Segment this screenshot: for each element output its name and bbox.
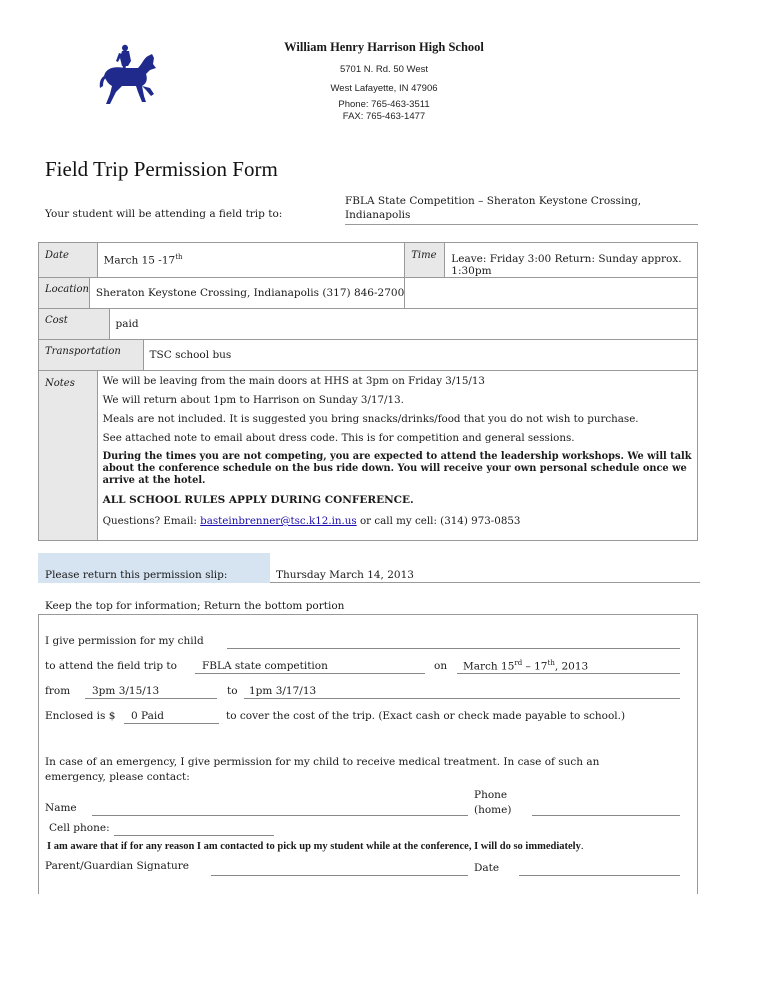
transportation-value[interactable]: TSC school bus <box>143 340 697 370</box>
name-label: Name <box>45 802 77 814</box>
to-value[interactable]: 1pm 3/17/13 <box>249 685 317 697</box>
home-phone-field[interactable] <box>532 815 680 816</box>
notes-line: We will be leaving from the main doors at HHS at 3pm on Friday 3/15/13 <box>102 375 485 387</box>
date-value-text: March 15 -17 <box>103 254 176 267</box>
phone-label-text: Phone <box>474 789 508 801</box>
time-label: Time <box>405 243 445 278</box>
trip-info-table <box>38 242 698 541</box>
trip-date-sup-a: rd <box>514 659 523 667</box>
enclosed-underline <box>124 723 219 724</box>
school-phone: Phone: 765-463-3511 <box>338 99 430 110</box>
child-name-field[interactable] <box>227 648 680 649</box>
trip-date-a: March 15 <box>463 660 515 673</box>
school-address-line2: West Lafayette, IN 47906 <box>330 83 438 94</box>
signature-label: Parent/Guardian Signature <box>45 860 189 872</box>
trip-date-underline <box>457 673 680 674</box>
from-value[interactable]: 3pm 3/15/13 <box>92 685 160 697</box>
time-value[interactable]: Leave: Friday 3:00 Return: Sunday approx. 1:30pm <box>445 243 698 278</box>
trip-date-value[interactable] <box>463 659 588 673</box>
signature-date-field[interactable] <box>519 875 680 876</box>
emergency-text: In case of an emergency, I give permission for my child to receive medical treatment. In case of such an emergency, please contact: <box>45 756 600 783</box>
enclosed-label: Enclosed is $ <box>45 710 116 722</box>
give-permission-label: I give permission for my child <box>45 635 204 647</box>
keep-top-instruction: Keep the top for information; Return the bottom portion <box>45 600 345 612</box>
date-label: Date <box>39 243 98 278</box>
attend-trip-label: to attend the field trip to <box>45 660 177 672</box>
notes-content <box>97 371 697 541</box>
trip-name-value[interactable]: FBLA state competition <box>202 660 328 672</box>
notes-label: Notes <box>39 371 98 541</box>
trip-date-sup-b: th <box>547 659 555 667</box>
enclosed-value[interactable]: 0 Paid <box>131 710 164 722</box>
from-underline <box>85 698 217 699</box>
trip-date-b: – 17 <box>522 660 548 673</box>
location-value[interactable]: Sheraton Keystone Crossing, Indianapolis (317) 846-2700 <box>89 278 404 308</box>
cell-phone-label: Cell phone: <box>49 822 110 834</box>
cover-cost-text: to cover the cost of the trip. (Exact cash or check made payable to school.) <box>226 710 626 722</box>
school-name: William Henry Harrison High School <box>284 40 484 54</box>
notes-rules-text: ALL SCHOOL RULES APPLY DURING CONFERENCE. <box>102 494 414 506</box>
notes-line: We will return about 1pm to Harrison on Sunday 3/17/13. <box>102 394 404 406</box>
pickup-awareness-text <box>47 841 583 852</box>
cost-label: Cost <box>39 309 109 339</box>
school-address-line1: 5701 N. Rd. 50 West <box>339 64 428 75</box>
notes-line: Meals are not included. It is suggested you bring snacks/drinks/food that you do not wish to purchase. <box>102 413 639 425</box>
date-value[interactable] <box>97 243 405 278</box>
date-value-sup: th <box>175 253 183 261</box>
trip-date-c: , 2013 <box>554 660 589 673</box>
from-label: from <box>45 685 71 697</box>
questions-prefix: Questions? Email: <box>102 515 197 527</box>
to-label: to <box>227 685 238 697</box>
signature-field[interactable] <box>211 875 468 876</box>
on-label: on <box>434 660 448 672</box>
form-title: Field Trip Permission Form <box>45 157 278 181</box>
attend-value[interactable]: FBLA State Competition – Sheraton Keystone Crossing, Indianapolis <box>345 194 698 225</box>
cost-value[interactable]: paid <box>109 309 697 339</box>
trip-name-underline <box>195 673 425 674</box>
attend-label: Your student will be attending a field trip to: <box>45 208 283 220</box>
location-label: Location <box>39 278 89 308</box>
school-fax: FAX: 765-463-1477 <box>342 111 426 122</box>
return-date[interactable]: Thursday March 14, 2013 <box>276 569 414 581</box>
notes-workshop-text: During the times you are not competing, you are expected to attend the leadership workshops. We will talk about the conference schedule on the bus ride down. You will receive your own personal schedule once we arrive at the hotel. <box>102 451 692 486</box>
contact-name-field[interactable] <box>92 815 468 816</box>
return-underline <box>270 582 700 583</box>
to-underline <box>244 698 680 699</box>
email-link[interactable]: basteinbrenner@tsc.k12.in.us <box>200 515 357 527</box>
home-label-text: (home) <box>474 804 512 816</box>
phone-label <box>474 788 511 818</box>
notes-questions <box>103 512 697 531</box>
transportation-label: Transportation <box>39 340 143 370</box>
questions-suffix: or call my cell: (314) 973-0853 <box>359 515 521 527</box>
cell-phone-field[interactable] <box>114 835 274 836</box>
pickup-awareness-period: . <box>580 841 584 852</box>
signature-date-label: Date <box>474 862 500 874</box>
permission-slip <box>38 614 698 894</box>
notes-line: See attached note to email about dress code. This is for competition and general sessions. <box>102 432 575 444</box>
pickup-awareness-bold: I am aware that if for any reason I am contacted to pick up my student while at the conference, I will do so immediately <box>47 841 581 852</box>
return-label: Please return this permission slip: <box>45 569 228 581</box>
